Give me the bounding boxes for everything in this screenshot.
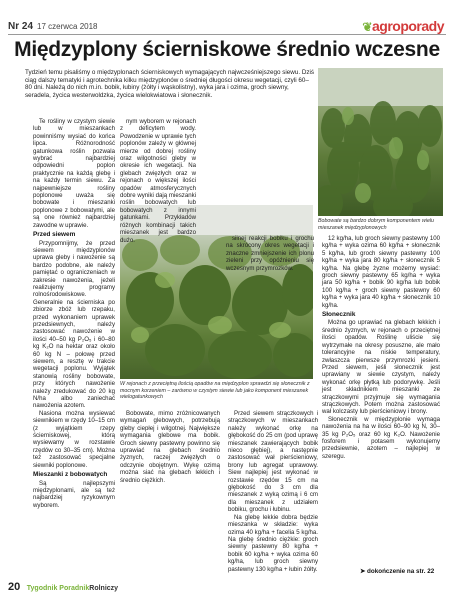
paragraph: silnej reakcji bobiku i grochu na skrócony okres wegetacji i znaczne zmniejszenie ich plonu zieleni przy opóźnieniu się wczesnym przymrozków.: [226, 235, 314, 272]
paragraph: Słonecznik w międzyplonie wymaga nawożenia na ha w ilości 60–90 kg N, 30–35 kg P₂O₅ oraz 60 kg K₂O. Nawożenie fosforem i potasem wykonujemy przedsiewnie, azotem – najlepiej w szeregu.: [322, 415, 440, 460]
issue-number: [8, 21, 98, 32]
article-column-3: [228, 410, 318, 573]
paragraph: Nasiona można wysiewać siewnikiem w rzędy 10–15 cm (z wyjątkiem rzepy ścierniskowej, którą wysiewamy w rozstawie rzędów co 30–35 cm). Można też zastosować specjalne siewniki poplonowe.: [33, 409, 115, 469]
article-lead: Tydzień temu pisaliśmy o międzyplonach ścierniskowych wymagających najwcześniejszego siewu. Dziś ciąg dalszy tematyki i agrotechnika kilku międzyplonów o średniej długości okresu wegetacji, czyli 60–80 dni. Należą do nich m.in. bobik, łubiny (żółty i wąskolistny), wyka jara i ozima, groch siewny, seradela, życica westerwoldzka, życica wielokwiatowa i słonecznik.: [25, 69, 315, 99]
article-title: Międzyplony ścierniskowe średnio wczesne: [14, 38, 440, 61]
footer-brand: Tygodnik Poradnik: [26, 585, 90, 592]
issue-date: 17 czerwca 2018: [37, 22, 98, 31]
page-header: [0, 0, 454, 34]
paragraph: Są najlepszymi międzyplonami, ale są też najbardziej ryzykownym wyborem.: [33, 479, 115, 509]
leaf-icon: ❦: [362, 20, 372, 34]
footer-brand-suffix: Rolniczy: [89, 585, 119, 592]
field-plants-image: [318, 68, 443, 216]
paragraph: Na glebę lekkie dobra będzie mieszanka w składzie: wyka ozima 40 kg/ha + facelia 5 kg/ha. Na glebę średnio ciężkie: groch siewny pastewny 80 kg/ha + bobik 60 kg/ha + wyka ozima 60 kg/ha, lub groch siewny pastewny 130 kg/ha + łubin żółty.: [228, 513, 318, 573]
page-footer: [8, 581, 118, 593]
issue-label: Nr 24: [8, 21, 34, 32]
subheading-before-sowing: Przed siewem: [33, 231, 76, 239]
subheading-legume-mixtures: Mieszanki z bobowatych: [33, 471, 108, 479]
caption-photo1: Bobowate są bardzo dobrym komponentem wielu mieszanek międzyplonowych: [318, 218, 435, 231]
article-column-2b: [120, 410, 220, 484]
paragraph: Bobowate, mimo zróżnicowanych wymagań glebowych, potrzebują gleby ciepłej i wilgotnej. Największe wymagania glebowe ma bobik. Groch siewny pastewny powinno się uprawiać na glebach średnio żyznych, raczej zwięzłych o odczynie obojętnym. Wykę ozimą można siać na glebach lekkich i średnio ciężkich.: [120, 410, 220, 484]
continued-note: ➤ dokończenie na str. 22: [360, 568, 435, 575]
article-column-1: [33, 118, 115, 509]
paragraph: nym wyborem w rejonach z deficytem wody. Powodzenie w uprawie tych poplonów zależy w głównej mierze od dobrej rośliny oraz wilgotności gleby w okresie ich wegetacji. Na glebach zwięzłych oraz w rejonach o większej ilości opadów atmosferycznych dobre wyniki dają mieszanki roślin bobowatych lub bobowatych z innymi gatunkami. Przykładów różnych kombinacji takich mieszanek jest bardzo dużo.: [120, 118, 196, 244]
paragraph: Przed siewem strączkowych i strączkowych w mieszankach należy wykonać orkę na głębokość do 25 cm (pod uprawę mieszanek zawierających bobik nieco głębiej), a następnie zastosować wał pierścieniowy, brony lub agregat uprawowy. Siew najlepiej jest wykonać w rozstawie rzędów 15 cm na głębokość do 3 cm dla mieszanek z wyką ozimą i 6 cm dla mieszanek z udziałem bobiku, grochu i łubinu.: [228, 410, 318, 514]
paragraph: 12 kg/ha, lub groch siewny pastewny 100 kg/ha + wyka ozima 60 kg/ha + słonecznik 5 kg/ha, lub groch siewny pastewny 100 kg/ha + wyka jara 80 kg/ha + słonecznik 5 kg/ha. Na glebę żyzne możemy wysiać: groch siewny pastewny 65 kg/ha + wyka jara 50 kg/ha + bobik 90 kg/ha lub bobik 100 kg/ha + groch siewny pastewny 60 kg/ha + wyka jara 40 kg/ha + słonecznik 10 kg/ha.: [322, 235, 440, 309]
caption-photo2: W rejonach z przeciętną ilością opadów na międzyplon sprawdzi się słonecznik z mocnym korzeniem – zarówno w czystym siewie lub jako komponent mieszanek wielogatunkowych: [120, 381, 310, 401]
paragraph: Przypomnijmy, że przed siewem międzyplonów uprawa gleby i nawożenie są bardzo podobne, ale należy pamiętać o ograniczeniach w zakresie nawożenia, jeżeli realizujemy programy rolnośrodowiskowe. Generalnie na ścierniska po zbiorze zbóż lub rzepaku, przed wykonaniem uprawek przedsiewnych, należy zastosować nawożenie w ilości 40–50 kg P₂O₅ i 60–80 kg K₂O na hektar oraz około 60 kg N – połowę przed siewem, a resztę w trakcie wegetacji poplonu. Wyjątek stanowią rośliny bobowate, przy których nawożenie należy zredukować do 20 kg N/ha albo zaniechać nawożenia azotem.: [33, 239, 115, 410]
subheading-sunflower: Słonecznik: [322, 311, 356, 319]
brand-name: agroporady: [371, 18, 444, 34]
article-column-3-top: [226, 235, 314, 272]
article-column-4: [322, 235, 440, 460]
paragraph: Można go uprawiać na glebach lekkich i średnio żyznych, w rejonach o przeciętnej ilości opadów. Roślinę uliście się wytrzymałe na okresy posuszne, ale mało tolerancyjne na niskie temperatury, zwłaszcza pierwsze przymrozki jesieni. Przed siewem, jeśli słonecznik jest uprawiany w siewie czystym, należy wykonać orkę płytką lub podorywkę. Jeśli jest składnikiem mieszanki ze strączkowymi przyjmuje się wymagania strączkowych. Potem można zastosować wał kolczasty lub pierścieniowy i brony.: [322, 319, 440, 416]
brand-logo: [362, 18, 444, 34]
header-divider: [8, 34, 446, 35]
page-number: 20: [8, 581, 21, 593]
article-column-2a: [120, 118, 196, 244]
intro-paragraph: Te rośliny w czystym siewie lub w mieszankach powinniśmy wysiać do końca lipca. Różnorodność gatunkowa roślin pozwala wybrać najbardziej odpowiedni poplon praktycznie na każdą glebę i na każdy termin siewu. Za najpewniejsze rośliny poplonowe uważa się bobowate i mieszanki poplonowe z bobowatymi, ale są one również najbardziej zawodne w uprawie.: [33, 118, 115, 229]
photo-field-beans: [318, 68, 443, 216]
